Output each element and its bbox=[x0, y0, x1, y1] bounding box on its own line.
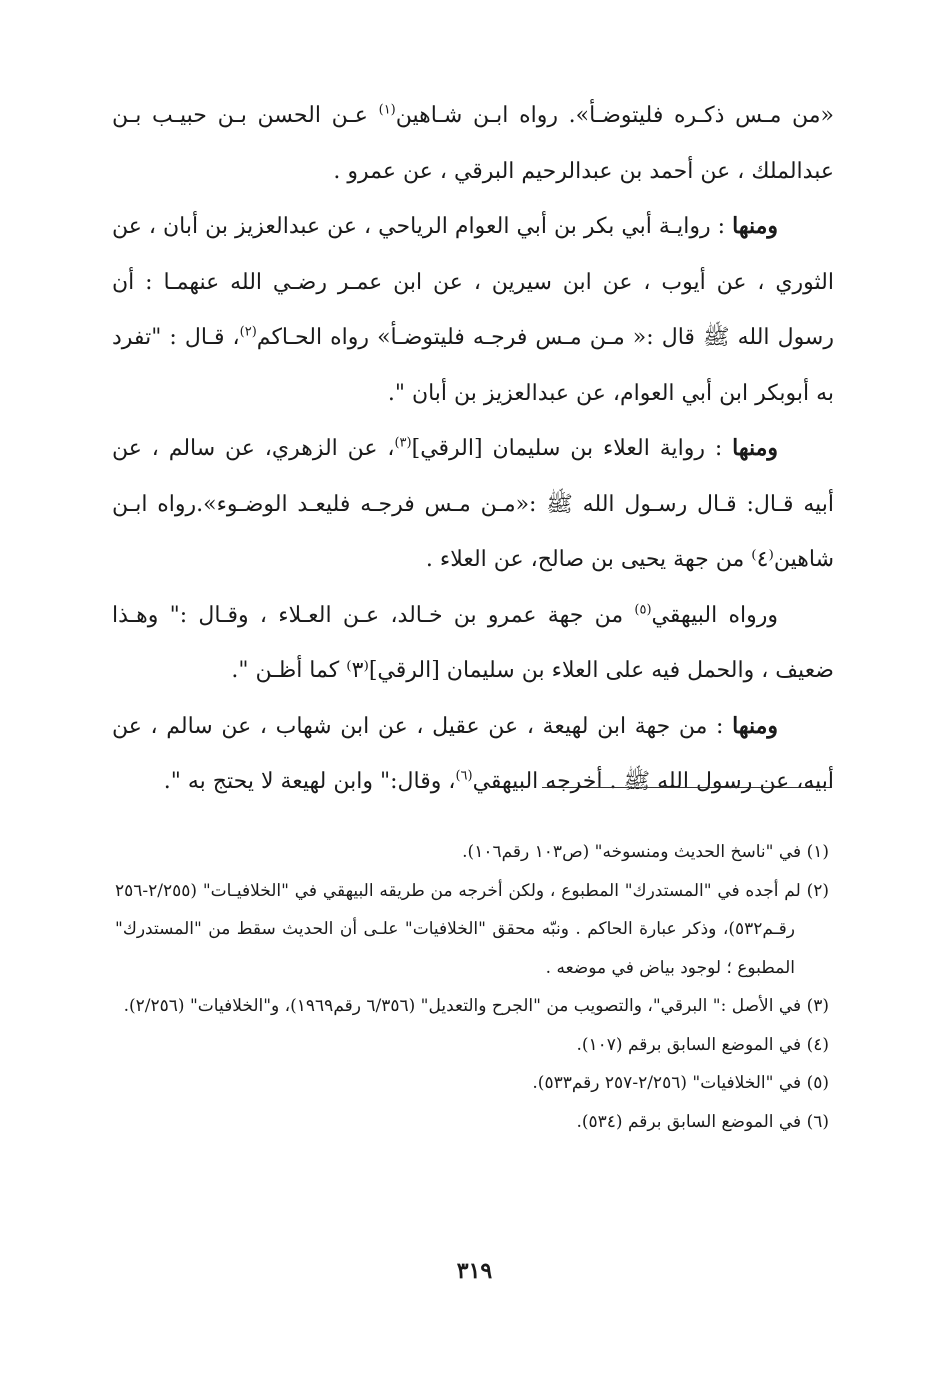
paragraph-tail: ، وقال:" وابن لهيعة لا يحتج به ". bbox=[163, 769, 456, 794]
paragraph bbox=[112, 588, 834, 699]
paragraph-text: ورواه البيهقي bbox=[651, 602, 778, 628]
paragraph-lead: ومنها bbox=[732, 712, 778, 739]
footnote: (١) في "ناسخ الحديث ومنسوخه" (ص١٠٣ رقم١٠٦). bbox=[462, 842, 829, 862]
paragraph-text: «من مـس ذكـره فليتوضـأ». رواه ابـن شـاهين bbox=[395, 103, 835, 128]
paragraph-tail: ، عن الزهري، عن سالم ، عن أبيه قـال: قـال رسـول الله ﷺ :«مـن مـس فرجـه فليعـد الوضـوء».رواه ابـن شاهين⁽٤⁾ من جهة يحيى بن صالح، عن العلاء . bbox=[112, 436, 834, 572]
page-number: ٣١٩ bbox=[456, 1258, 493, 1284]
footnote-ref: (٢) bbox=[239, 324, 257, 340]
paragraph-text: : روايـة أبي بكر بن أبي العوام الرياحي ، عن عبدالعزيز بن أبان ، عن الثوري ، عن أيوب ، عن ابن سيرين ، عن ابن عمـر رضـي الله عنهمـا : أن رسول الله ﷺ قال :« مـن مـس فرجـه فليتوضـأ» رواه الحـاكم bbox=[112, 214, 834, 350]
main-text bbox=[112, 88, 834, 810]
paragraph-lead: ومنها bbox=[732, 213, 778, 239]
paragraph-tail: من جهة عمرو بن خـالد، عـن العـلاء ، وقـال :" وهـذا ضعيف ، والحمل فيه على العلاء بن سليمان [الرقي]⁽٣⁾ كما أظـن ". bbox=[112, 602, 834, 683]
paragraph-tail: ، قـال : "تفرد به أبوبكر ابن أبي العوام، عن عبدالعزيز بن أبان ". bbox=[112, 325, 834, 406]
footnote: (٢) لم أجده في "المستدرك" المطبوع ، ولكن أخرجه من طريقه البيهقي في "الخلافيـات" (٢/٢٥٥-٢٥٦ رقـم٥٣٢)، وذكر عبارة الحاكم . ونبّه محقق "الخلافيات" علـى أن الحديث سقط من "المستدرك" المطبوع ؛ لوجود بياض في موضعه . bbox=[115, 880, 829, 978]
footnote-ref: (٣) bbox=[394, 435, 412, 451]
footnote: (٦) في الموضع السابق برقم (٥٣٤). bbox=[576, 1111, 829, 1132]
footnote-ref: (١) bbox=[378, 102, 396, 118]
paragraph-lead: ومنها bbox=[732, 435, 779, 461]
footnote-divider bbox=[542, 787, 830, 788]
paragraph-tail: عـن الحسن بـن حبيـب بـن عبدالملك ، عن أحمد بن عبدالرحيم البرقي ، عن عمرو . bbox=[112, 103, 834, 184]
footnotes bbox=[115, 833, 829, 1141]
paragraph bbox=[112, 699, 834, 810]
footnote-ref: (٥) bbox=[634, 602, 652, 618]
paragraph-text: : رواية العلاء بن سليمان [الرقي] bbox=[411, 436, 733, 461]
footnote: (٤) في الموضع السابق برقم (١٠٧). bbox=[576, 1034, 829, 1055]
footnote-ref: (٦) bbox=[455, 768, 473, 784]
paragraph-text: : من جهة ابن لهيعة ، عن عقيل ، عن ابن شهاب ، عن سالم ، عن أبيه، عن رسول الله ﷺ . أخرجه البيهقي bbox=[112, 713, 834, 794]
footnote: (٣) في الأصل :" البرقي"، والتصويب من "الجرح والتعديل" (٦/٣٥٦ رقم١٩٦٩)، و"الخلافيات" (٢/٢٥٦). bbox=[123, 996, 829, 1016]
paragraph bbox=[112, 421, 834, 588]
paragraph bbox=[112, 199, 834, 421]
paragraph bbox=[112, 88, 834, 199]
footnote: (٥) في "الخلافيات" (٢/٢٥٦-٢٥٧ رقم٥٣٣). bbox=[532, 1073, 829, 1093]
